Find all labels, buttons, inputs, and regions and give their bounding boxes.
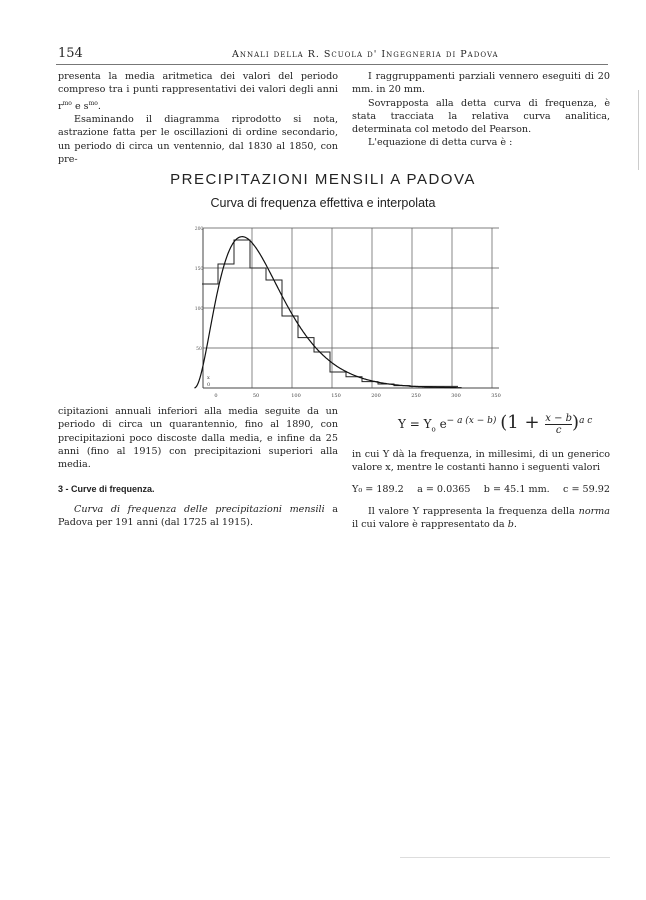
x-tick-label: 200 [371,393,381,399]
paragraph: in cui Y dà la frequenza, in millesimi, di un generico valore x, mentre le costanti hanno i seguenti valori [352,449,610,474]
y-tick-label: 200 [194,227,204,232]
y-tick-label: 100 [194,307,204,312]
axis-mark: x [207,375,210,381]
y-tick-label: 50 [196,347,202,352]
constants-row [352,483,610,496]
paragraph: L'equazione di detta curva è : [368,137,513,149]
constant-c: c = 59.92 [563,483,610,495]
paragraph: presenta la media aritmetica dei valori del periodo compreso tra i punti rappresentativi dei valori degli anni $r^{mo}$ e $s^{mo}$. [58,71,338,112]
constant-a: a = 0.0365 [417,483,471,495]
x-tick-label: 350 [491,393,501,399]
x-tick-label: 250 [411,393,421,399]
paragraph: cipitazioni annuali inferiori alla media seguite da un periodo di circa un quarantennio, fino al 1890, con precipitazioni poco discoste dalla media, e infine da 25 anni (fino al 1915) con precipitazioni superiori alla media. [58,406,338,471]
histogram-bar [314,352,330,388]
x-tick-label: 300 [451,393,461,399]
constant-y0: Y₀ = 189.2 [352,483,404,495]
bottom-rule [400,857,610,858]
axis-mark: 0 [207,382,211,388]
constant-b: b = 45.1 mm. [483,483,550,495]
page-edge-line [638,90,639,170]
paragraph: Curva di frequenza delle precipitazioni mensili a Padova per 191 anni (dal 1725 al 1915). [58,503,338,529]
histogram-bar [346,377,362,388]
frequency-chart [190,220,501,400]
histogram-bar [298,338,314,388]
x-tick-label: 100 [291,393,301,399]
top-right-column [352,70,610,150]
x-tick-label: 0 [214,393,218,399]
paragraph: Esaminando il diagramma riprodotto si nota, astrazione fatta per le oscillazioni di ordine secondario, un periodo di circa un ventennio, dal 1830 al 1850, con pre- [58,114,338,165]
x-tick-label: 150 [331,393,341,399]
header-rule [56,64,608,65]
histogram-bar [330,372,346,388]
histogram-bar [362,382,378,388]
histogram-bar [234,240,250,388]
x-tick-label: 50 [252,393,260,399]
histogram-bar [218,264,234,388]
section-heading: 3 - Curve di frequenza. [58,484,155,495]
paragraph: Sovrapposta alla detta curva di frequenza, è stata tracciata la relativa curva analitica, determinata col metodo del Pearson. [352,97,610,136]
figure-title: PRECIPITAZIONI MENSILI A PADOVA [170,171,476,188]
bottom-right-column [352,448,610,531]
paragraph: Il valore Y rappresenta la frequenza della norma il cui valore è rappresentato da b. [352,505,610,531]
top-left-column [58,70,338,166]
histogram-bar [266,280,282,388]
histogram-bar [282,316,298,388]
y-tick-label: 150 [194,267,204,272]
page-number: 154 [58,46,83,61]
pearson-equation: $Y = Y_o$ $e^{- a (x - b)}$ (1 + $\frac{x - b}{c}$ )$^{a c}$ [398,412,593,436]
figure-subtitle: Curva di frequenza effettiva e interpolata [210,196,436,210]
paragraph: I raggruppamenti parziali vennero eseguiti di 20 mm. in 20 mm. [352,71,610,96]
histogram-bar [250,268,266,388]
bottom-left-column [58,405,338,529]
running-title: Annali della R. Scuola d' Ingegneria di Padova [232,49,499,60]
histogram-steps [202,240,458,386]
